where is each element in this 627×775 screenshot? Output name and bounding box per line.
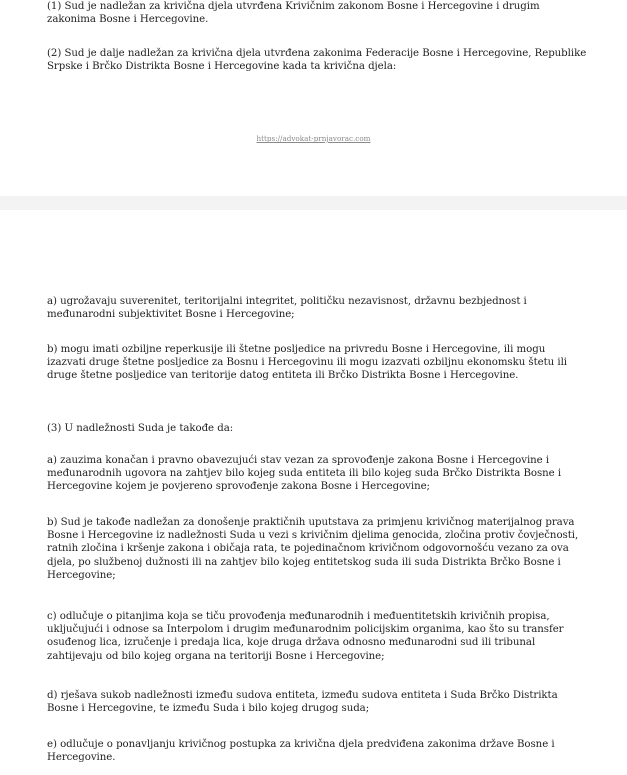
paragraph-b-economy: b) mogu imati ozbiljne reperkusije ili štetne posljedice na privredu Bosne i Hercegovine, ili mogu izazvati druge štetne posljedice za Bosnu i Hercegovinu ili mogu izazvati ozbiljnu ekonomsku štetu ili druge štetne posljedice van teritorije datog entiteta ili Brčko Distrikta Bosne i Hercegovine. — [47, 344, 567, 382]
paragraph-3-heading: (3) U nadležnosti Suda je takođe da: — [47, 423, 234, 434]
paragraph-d-conflict: d) rješava sukob nadležnosti između sudova entiteta, između sudova entiteta i Suda Brčko Distrikta Bosne i Hercegovine, te između Suda i bilo kojeg drugog suda; — [47, 690, 558, 715]
paragraph-a-binding-stance: a) zauzima konačan i pravno obavezujući stav vezan za sprovođenje zakona Bosne i Hercegovine i međunarodnih ugovora na zahtjev bilo kojeg suda entiteta ili bilo kojeg suda Brčko Distrikta Bosne i Hercegovine kojem je povjereno sprovođenje zakona Bosne i Hercegovine; — [47, 455, 562, 493]
paragraph-2: (2) Sud je dalje nadležan za krivična djela utvrđena zakonima Federacije Bosne i Hercegovine, Republike Srpske i Brčko Distrikta Bosne i Hercegovine kada ta krivična djela: — [47, 48, 587, 73]
footer-link[interactable]: https://advokat-prnjavorac.com — [256, 134, 371, 143]
paragraph-a-sovereignty: a) ugrožavaju suverenitet, teritorijalni integritet, političku nezavisnost, državnu bezbjednost i međunarodni subjektivitet Bosne i Hercegovine; — [47, 296, 527, 321]
paragraph-e-reopening: e) odlučuje o ponavljanju krivičnog postupka za krivična djela predviđena zakonima države Bosne i Hercegovine. — [47, 739, 555, 764]
paragraph-b-instructions: b) Sud je takođe nadležan za donošenje praktičnih uputstava za primjenu krivičnog materijalnog prava Bosne i Hercegovine iz nadležnosti Suda u vezi s krivičnim djelima genocida, zločina protiv čovječnosti, ratnih zločina i kršenje zakona i običaja rata, te pojedinačnom krivičnom odgovornošću vezano za ova djela, po službenoj dužnosti ili na zahtjev bilo kojeg entitetskog suda ili suda Distrikta Brčko Bosne i Hercegovine; — [47, 517, 579, 581]
paragraph-c-international: c) odlučuje o pitanjima koja se tiču provođenja međunarodnih i međuentitetskih krivičnih propisa, uključujući i odnose sa Interpolom i drugim međunarodnim policijskim organima, kao što su transfer osuđenog lica, izručenje i predaja lica, koje druga država odnosno međunarodni sud ili tribunal zahtijevaju od bilo kojeg organa na teritoriji Bosne i Hercegovine; — [47, 611, 564, 662]
document-page-1 — [0, 0, 627, 196]
paragraph-1: (1) Sud je nadležan za krivična djela utvrđena Krivičnim zakonom Bosne i Hercegovine i drugim zakonima Bosne i Hercegovine. — [47, 1, 540, 26]
document-page-2 — [0, 210, 627, 775]
page-separator — [0, 196, 627, 210]
